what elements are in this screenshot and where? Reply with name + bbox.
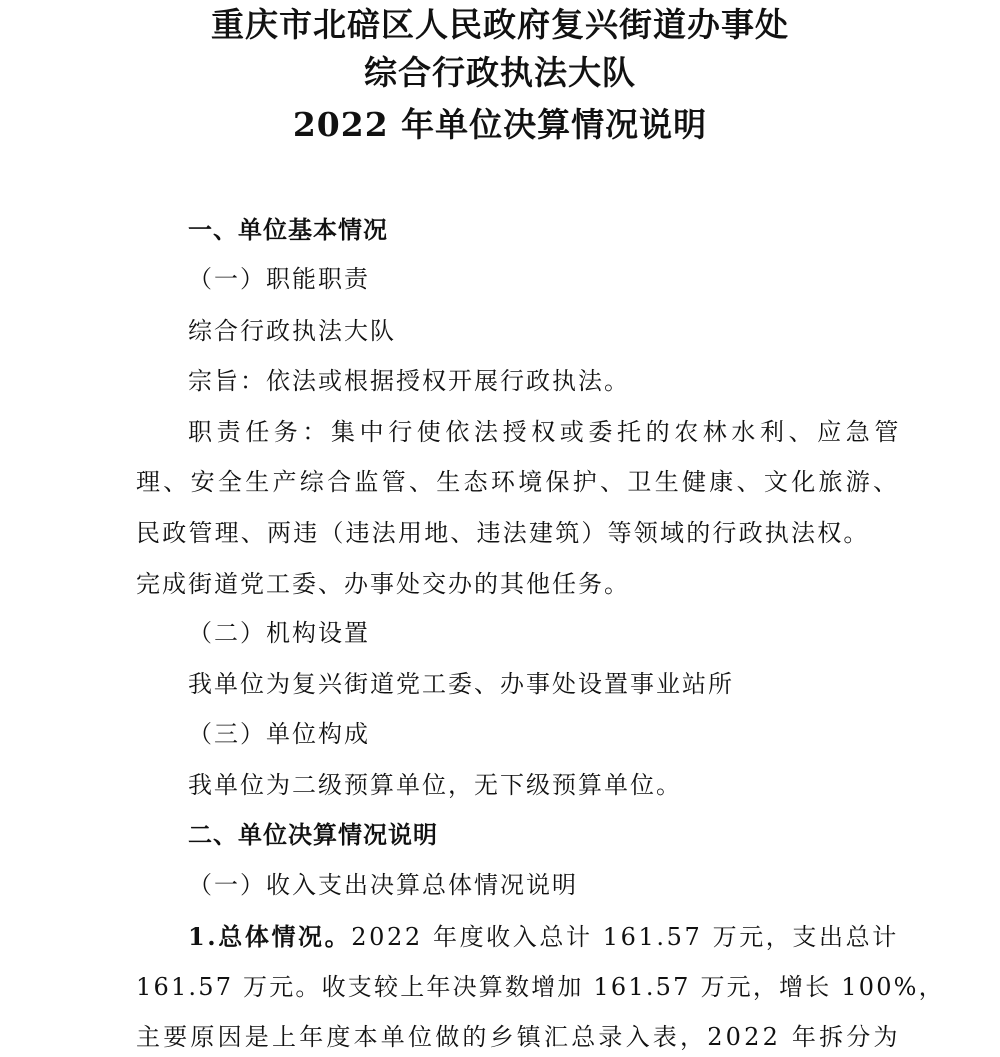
document-title-line-3: 2022 年单位决算情况说明 [292,105,708,144]
section-heading-basic-info: 一、单位基本情况 [188,216,388,244]
organization-text: 我单位为复兴街道党工委、办事处设置事业站所 [188,670,734,698]
purpose-line: 宗旨：依法或根据授权开展行政执法。 [188,367,630,395]
subsection-heading-income-expense: （一）收入支出决算总体情况说明 [188,871,578,899]
overall-lead: 1.总体情况。 [188,922,352,951]
overall-paragraph-line-2: 161.57 万元。收支较上年决算数增加 161.57 万元，增长 100%， [136,973,945,1001]
composition-text: 我单位为二级预算单位，无下级预算单位。 [188,771,682,799]
subsection-heading-composition: （三）单位构成 [188,720,370,748]
duty-paragraph-line-2: 理、安全生产综合监管、生态环境保护、卫生健康、文化旅游、 [136,468,901,496]
duty-paragraph-line-4: 完成街道党工委、办事处交办的其他任务。 [136,570,630,598]
subsection-heading-functions: （一）职能职责 [188,265,370,293]
subsection-heading-organization: （二）机构设置 [188,619,370,647]
overall-paragraph-line-3: 主要原因是上年度本单位做的乡镇汇总录入表，2022 年拆分为 [136,1023,901,1051]
overall-line-1-text: 2022 年度收入总计 161.57 万元，支出总计 [351,923,899,951]
duty-paragraph-line-1: 职责任务：集中行使依法授权或委托的农林水利、应急管 [188,418,903,446]
unit-name-line: 综合行政执法大队 [188,317,396,345]
document-title-line-2: 综合行政执法大队 [364,53,636,92]
document-title-line-1: 重庆市北碚区人民政府复兴街道办事处 [211,5,789,44]
overall-paragraph-line-1 [0,917,1000,957]
duty-paragraph-line-3: 民政管理、两违（违法用地、违法建筑）等领域的行政执法权。 [136,519,870,547]
section-heading-final-accounts: 二、单位决算情况说明 [188,821,438,849]
